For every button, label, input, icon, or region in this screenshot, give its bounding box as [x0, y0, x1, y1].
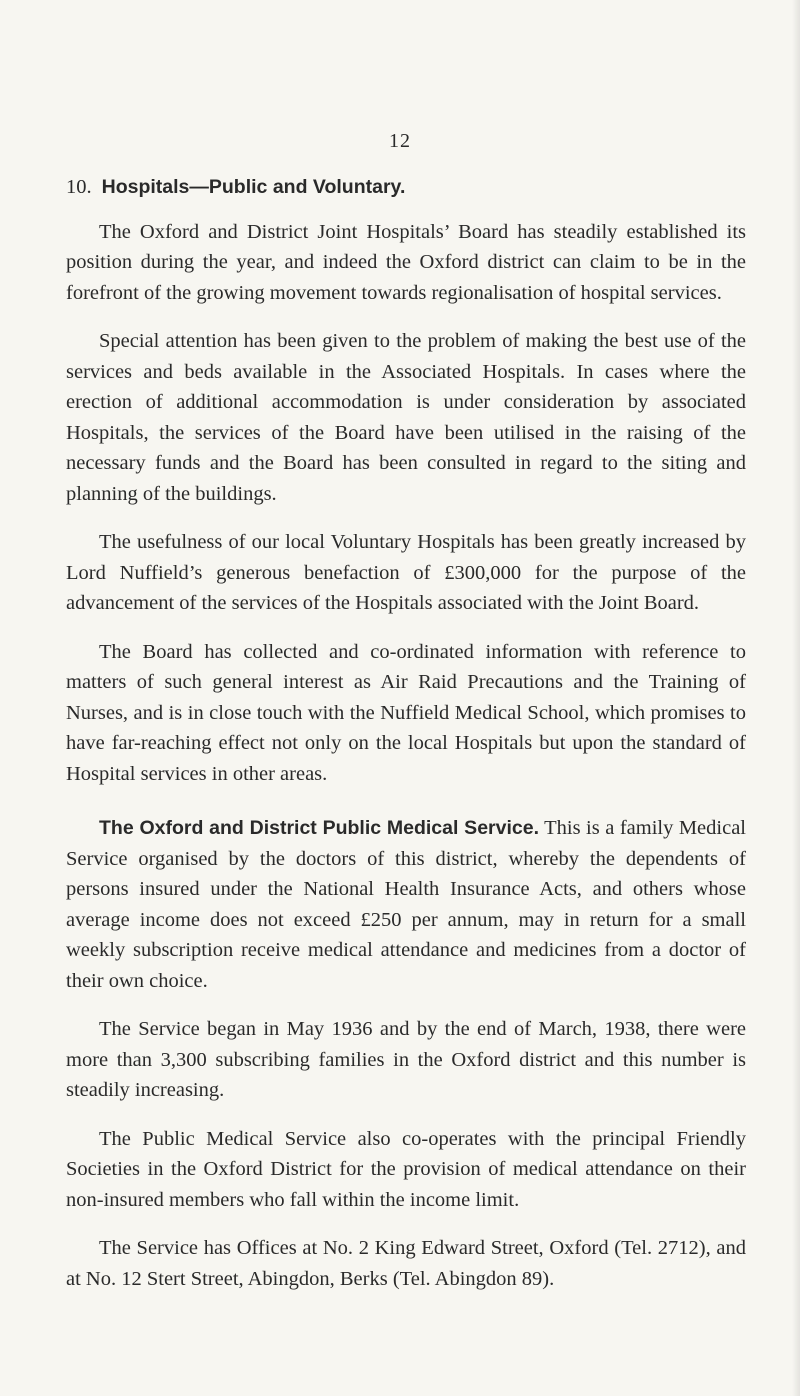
subsection-paragraph — [66, 813, 746, 996]
section-heading — [66, 172, 746, 203]
paragraph: The Service has Offices at No. 2 King Edward Street, Oxford (Tel. 2712), and at No. 12 Stert Street, Abingdon, Berks (Tel. Abingdon 89). — [66, 1237, 746, 1290]
paragraph: The Board has collected and co-ordinated information with reference to matters of such general interest as Air Raid Precautions and the Training of Nurses, and is in close touch with the Nuffield Medical School, which promises to have far-reaching effect not only on the local Hospitals but upon the standard of Hospital services in other areas. — [66, 640, 746, 785]
subsection-lead-text: This is a family Medical Service organised by the doctors of this district, whereby the dependents of persons insured under the National Health Insurance Acts, and others whose average income does not exceed £250 per annum, may in return for a small weekly subscription receive medical attendance and medicines from a doctor of their own choice. — [66, 817, 746, 992]
page-edge-shadow — [792, 0, 800, 1396]
section-number: 10. — [66, 176, 92, 198]
paragraph: The Service began in May 1936 and by the end of March, 1938, there were more than 3,300 subscribing families in the Oxford district and this number is steadily increasing. — [66, 1018, 746, 1101]
subsection-heading: The Oxford and District Public Medical Service. — [99, 817, 539, 839]
page-number: 12 — [389, 130, 411, 152]
paragraph: Special attention has been given to the problem of making the best use of the services and beds available in the Associated Hospitals. In cases where the erection of additional accommodation is under consideration by associated Hospitals, the services of the Board have been utilised in the raising of the necessary funds and the Board has been consulted in regard to the siting and planning of the buildings. — [66, 330, 746, 505]
section-title: Hospitals—Public and Voluntary. — [101, 176, 406, 198]
paragraph: The Oxford and District Joint Hospitals’ Board has steadily established its position during the year, and indeed the Oxford district can claim to be in the forefront of the growing movement towards regionalisation of hospital services. — [66, 220, 746, 304]
paragraph: The usefulness of our local Voluntary Hospitals has been greatly increased by Lord Nuffield’s generous benefaction of £300,000 for the purpose of the advancement of the services of the Hospitals associated with the Joint Board. — [66, 531, 746, 614]
paragraph: The Public Medical Service also co-operates with the principal Friendly Societies in the Oxford District for the provision of medical attendance on their non-insured members who fall within the income limit. — [66, 1127, 746, 1211]
page-content — [66, 172, 746, 1312]
